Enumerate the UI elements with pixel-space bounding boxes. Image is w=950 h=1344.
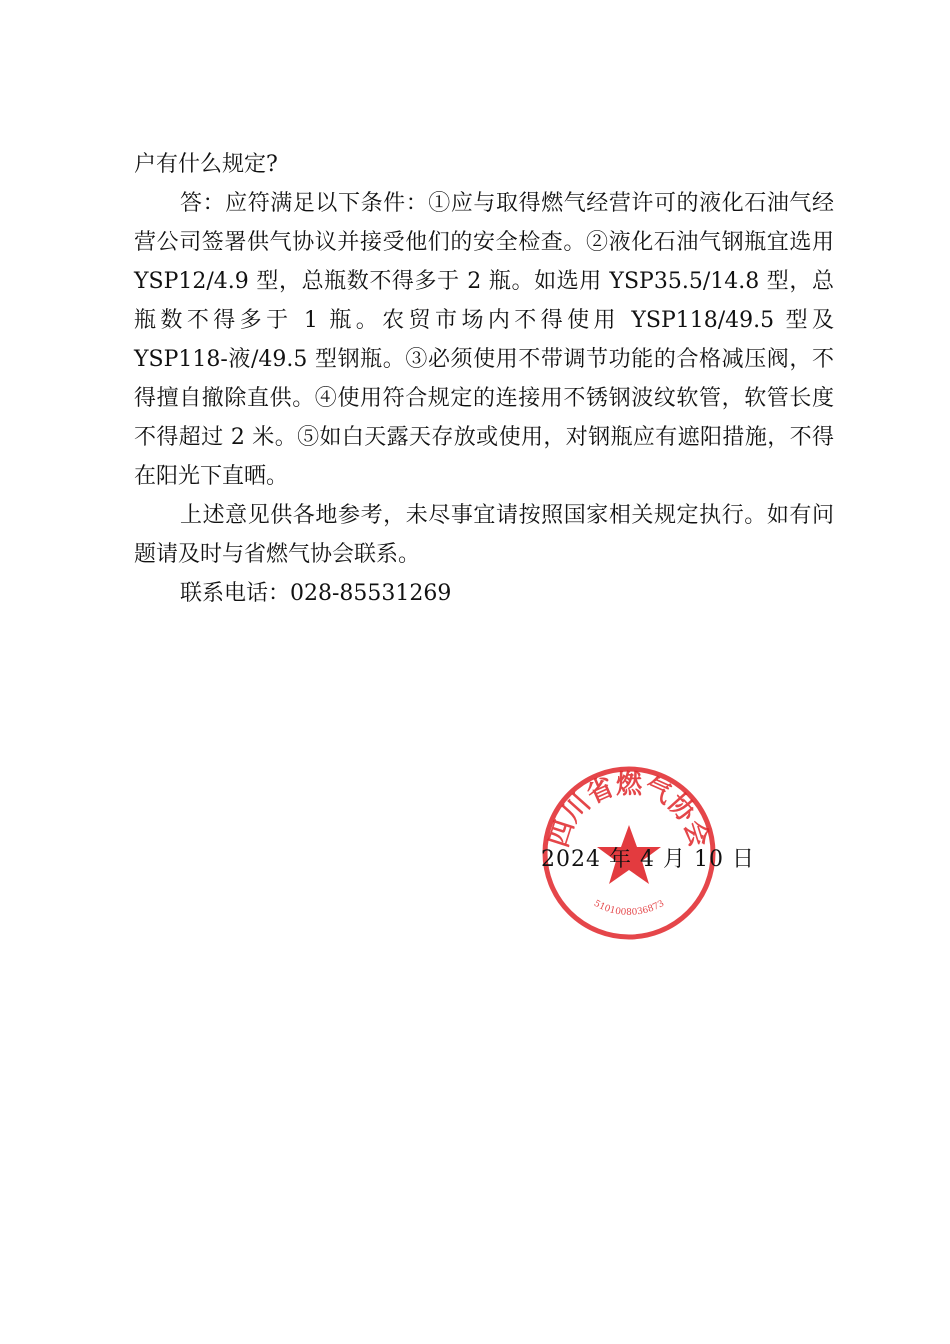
document-date: 2024 年 4 月 10 日 xyxy=(541,847,755,872)
answer-paragraph: 答：应符满足以下条件：①应与取得燃气经营许可的液化石油气经营公司签署供气协议并接受他们的安全检查。②液化石油气钢瓶宜选用 YSP12/4.9 型，总瓶数不得多于 2 瓶。如选用 YSP35.5/14.8 型，总瓶数不得多于 1 瓶。农贸市场内不得使用 YSP118/49.5 型及 YSP118-液/49.5 型钢瓶。③必须使用不带调节功能的合格减压阀，不得擅自撤除直供。④使用符合规定的连接用不锈钢波纹软管，软管长度不得超过 2 米。⑤如白天露天存放或使用，对钢瓶应有遮阳措施，不得在阳光下直晒。 xyxy=(134,191,834,489)
seal-organization-name: 四川省燃气协会 xyxy=(544,770,714,851)
contact-line: 联系电话：028-85531269 xyxy=(180,581,452,606)
seal-code: 5101008036873 xyxy=(591,898,667,918)
note-paragraph: 上述意见供各地参考，未尽事宜请按照国家相关规定执行。如有问题请及时与省燃气协会联系。 xyxy=(134,503,834,567)
document-body xyxy=(134,145,834,613)
question-continuation: 户有什么规定? xyxy=(134,152,278,177)
